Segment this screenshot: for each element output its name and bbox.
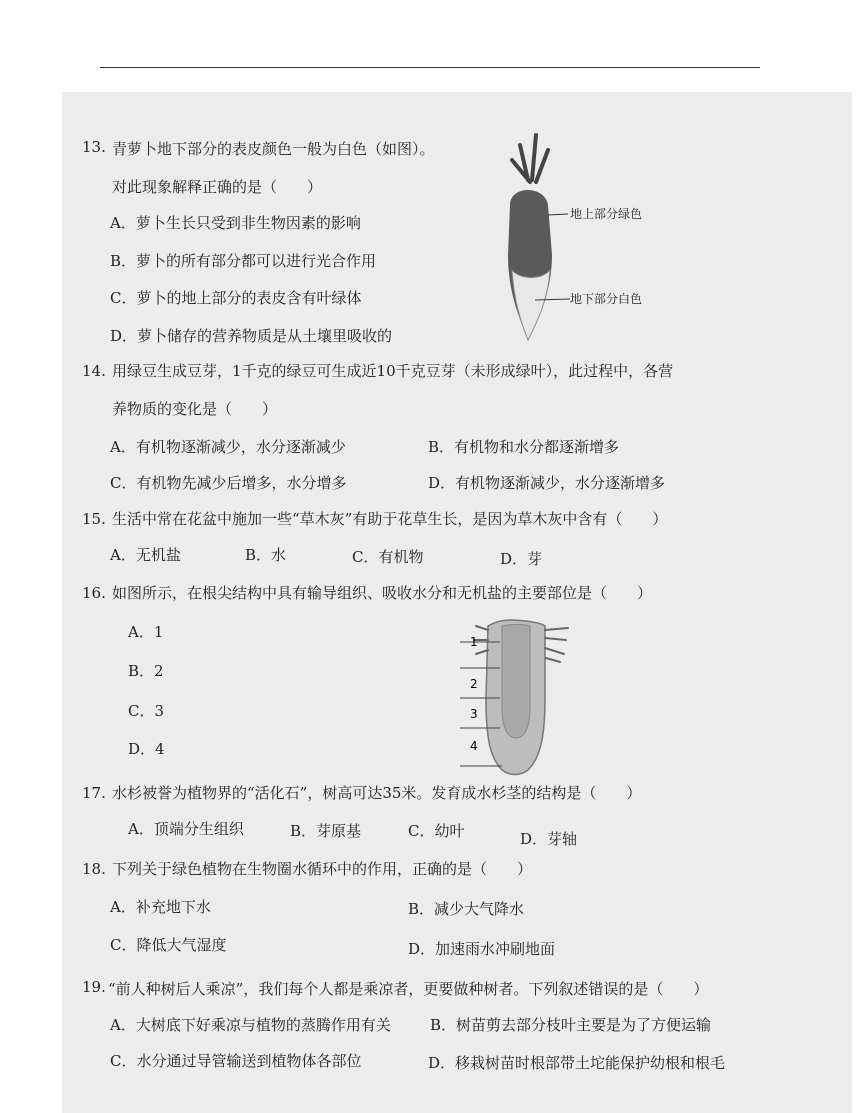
option-a[interactable]: A．无机盐	[110, 546, 181, 564]
question-stem: 青萝卜地下部分的表皮颜色一般为白色（如图）。	[112, 140, 435, 158]
label-2: 2	[470, 677, 478, 691]
scanned-paper-background	[62, 92, 852, 1113]
option-d[interactable]: D．移栽树苗时根部带土坨能保护幼根和根毛	[428, 1054, 726, 1072]
option-c[interactable]: C．降低大气湿度	[110, 936, 227, 954]
question-number: 18.	[82, 860, 106, 878]
label-3: 3	[470, 707, 478, 721]
option-a[interactable]: A．顶端分生组织	[128, 820, 244, 838]
option-c[interactable]: C．3	[128, 702, 165, 720]
option-c[interactable]: C．有机物先减少后增多，水分增多	[110, 474, 347, 492]
question-stem: 下列关于绿色植物在生物圈水循环中的作用，正确的是（ ）	[112, 860, 533, 878]
option-b[interactable]: B．芽原基	[290, 822, 362, 840]
option-c[interactable]: C．幼叶	[408, 822, 465, 840]
option-a[interactable]: A．补充地下水	[110, 898, 211, 916]
option-c[interactable]: C．有机物	[352, 548, 424, 566]
question-stem-2: 养物质的变化是（ ）	[112, 400, 278, 418]
option-d[interactable]: D．芽轴	[520, 830, 578, 848]
option-a[interactable]: A．大树底下好乘凉与植物的蒸腾作用有关	[110, 1016, 391, 1034]
option-b[interactable]: B．减少大气降水	[408, 900, 525, 918]
option-d[interactable]: D．萝卜储存的营养物质是从土壤里吸收的	[110, 327, 393, 345]
question-number: 17.	[82, 784, 106, 802]
root-tip-figure	[460, 618, 570, 778]
option-c[interactable]: C．萝卜的地上部分的表皮含有叶绿体	[110, 289, 362, 307]
question-number: 16.	[82, 584, 106, 602]
option-b[interactable]: B．2	[128, 662, 164, 680]
option-b[interactable]: B．树苗剪去部分枝叶主要是为了方便运输	[430, 1016, 712, 1034]
question-number: 14.	[82, 362, 106, 380]
option-a[interactable]: A．萝卜生长只受到非生物因素的影响	[110, 214, 361, 232]
question-stem: “前人种树后人乘凉”，我们每个人都是乘凉者，更要做种树者。下列叙述错误的是（ ）	[108, 980, 709, 998]
option-d[interactable]: D．有机物逐渐减少，水分逐渐增多	[428, 474, 666, 492]
label-4: 4	[470, 739, 478, 753]
question-number: 19.	[82, 978, 106, 996]
question-stem: 用绿豆生成豆芽，1千克的绿豆可生成近10千克豆芽（未形成绿叶），此过程中，各营	[112, 362, 674, 380]
option-b[interactable]: B．萝卜的所有部分都可以进行光合作用	[110, 252, 377, 270]
question-stem: 生活中常在花盆中施加一些“草木灰”有助于花草生长，是因为草木灰中含有（ ）	[112, 510, 668, 528]
option-d[interactable]: D．加速雨水冲刷地面	[408, 940, 556, 958]
option-a[interactable]: A．有机物逐渐减少，水分逐渐减少	[110, 438, 346, 456]
option-a[interactable]: A．1	[128, 623, 164, 641]
option-d[interactable]: D．4	[128, 740, 165, 758]
question-number: 15.	[82, 510, 106, 528]
question-number: 13.	[82, 138, 106, 156]
option-b[interactable]: B．有机物和水分都逐渐增多	[428, 438, 620, 456]
header-rule	[100, 67, 760, 68]
label-below-ground: 地下部分白色	[570, 292, 643, 306]
question-stem: 水杉被誉为植物界的“活化石”，树高可达35米。发育成水杉茎的结构是（ ）	[112, 784, 642, 802]
option-b[interactable]: B．水	[245, 546, 287, 564]
radish-figure	[490, 130, 660, 345]
option-d[interactable]: D．芽	[500, 550, 543, 568]
option-c[interactable]: C．水分通过导管输送到植物体各部位	[110, 1052, 362, 1070]
question-stem-2: 对此现象解释正确的是（ ）	[112, 178, 323, 196]
label-above-ground: 地上部分绿色	[570, 207, 643, 221]
label-1: 1	[470, 635, 478, 649]
question-stem: 如图所示，在根尖结构中具有输导组织、吸收水分和无机盐的主要部位是（ ）	[112, 584, 653, 602]
